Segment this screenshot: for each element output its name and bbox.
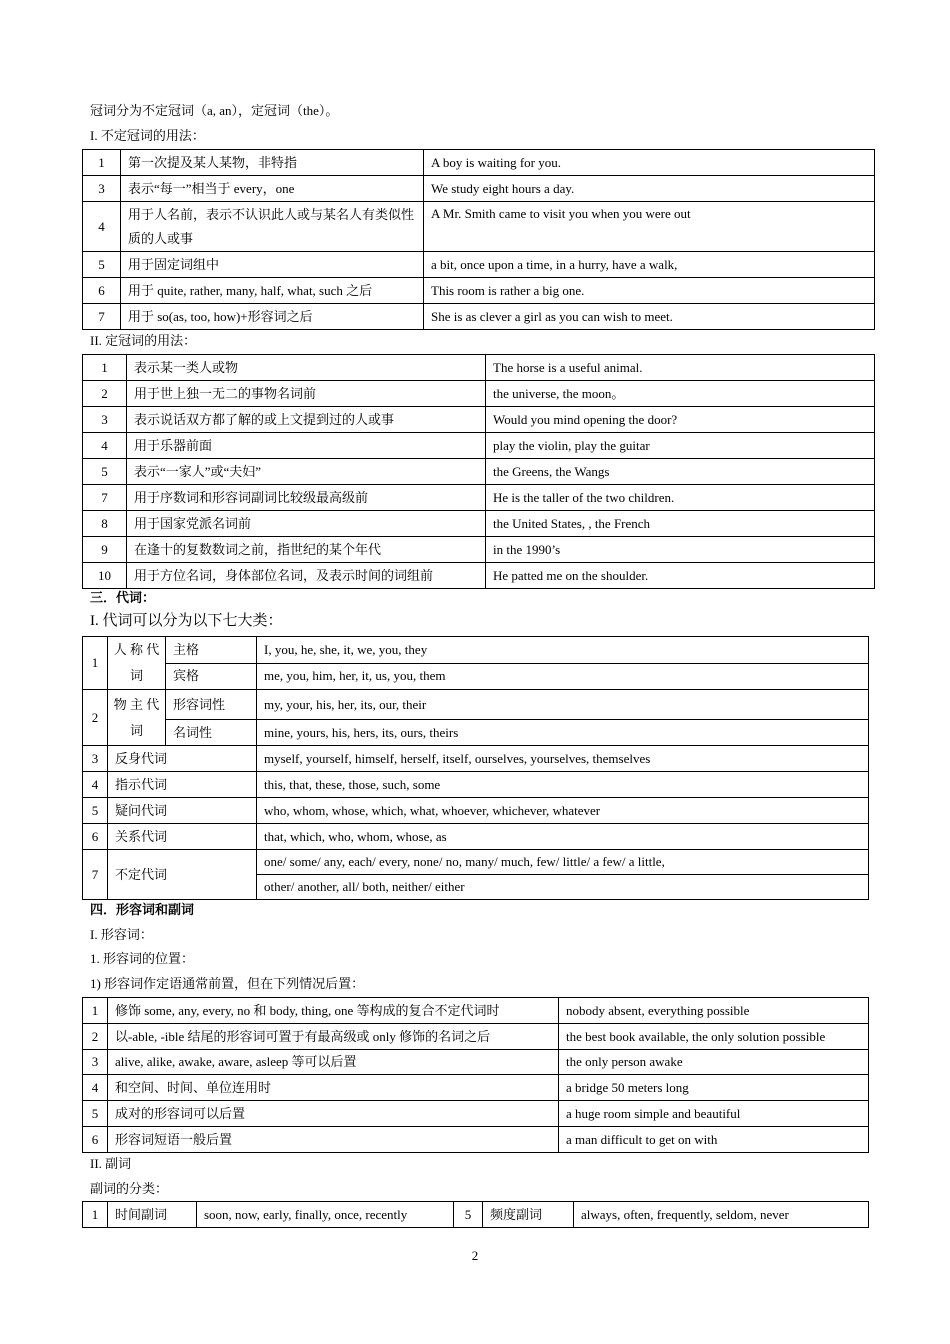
adjective-postposition-note: 1) 形容词作定语通常前置，但在下列情况后置：	[90, 976, 365, 991]
row-number: 3	[83, 1050, 108, 1075]
example-cell: that, which, who, whom, whose, as	[257, 824, 869, 850]
usage-cell: 用于 quite, rather, many, half, what, such 之后	[121, 278, 424, 304]
table-row	[83, 381, 875, 407]
adjective-table	[82, 997, 869, 1153]
row-number: 1	[83, 637, 108, 690]
definite-article-table	[82, 354, 875, 589]
adverb-type: 频度副词	[483, 1202, 574, 1228]
usage-cell: 表示某一类人或物	[127, 355, 486, 381]
row-number: 3	[83, 407, 127, 433]
category-relative: 关系代词	[108, 824, 257, 850]
row-number: 4	[83, 433, 127, 459]
example-cell: this, that, these, those, such, some	[257, 772, 869, 798]
table-row	[83, 355, 875, 381]
usage-cell: 在逢十的复数数词之前，指世纪的某个年代	[127, 537, 486, 563]
row-number: 9	[83, 537, 127, 563]
pronoun-heading: 三．代词：	[90, 590, 156, 605]
example-cell: a bridge 50 meters long	[559, 1075, 869, 1101]
row-number: 1	[83, 998, 108, 1024]
example-cell: a man difficult to get on with	[559, 1127, 869, 1153]
table-row	[83, 563, 875, 589]
example-cell: other/ another, all/ both, neither/ either	[257, 875, 869, 900]
table-row	[83, 150, 875, 176]
usage-cell: alive, alike, awake, aware, asleep 等可以后置	[108, 1050, 559, 1075]
example-cell: A boy is waiting for you.	[424, 150, 875, 176]
example-cell: He is the taller of the two children.	[486, 485, 875, 511]
row-number: 4	[83, 1075, 108, 1101]
row-number: 1	[83, 1202, 108, 1228]
row-number: 3	[83, 176, 121, 202]
table-row	[83, 1127, 869, 1153]
row-number: 4	[83, 772, 108, 798]
example-cell: myself, yourself, himself, herself, itself, ourselves, yourselves, themselves	[257, 746, 869, 772]
usage-cell: 成对的形容词可以后置	[108, 1101, 559, 1127]
table-row	[83, 485, 875, 511]
example-cell: soon, now, early, finally, once, recently	[197, 1202, 454, 1228]
example-cell: The horse is a useful animal.	[486, 355, 875, 381]
usage-cell: 形容词短语一般后置	[108, 1127, 559, 1153]
example-cell: the only person awake	[559, 1050, 869, 1075]
category-reflexive: 反身代词	[108, 746, 257, 772]
row-number: 5	[83, 798, 108, 824]
category-interrogative: 疑问代词	[108, 798, 257, 824]
row-number: 1	[83, 355, 127, 381]
example-cell: Would you mind opening the door?	[486, 407, 875, 433]
usage-cell: 用于固定词组中	[121, 252, 424, 278]
usage-cell: 表示“一家人”或“夫妇”	[127, 459, 486, 485]
table-row	[83, 998, 869, 1024]
case-label: 宾格	[166, 663, 257, 690]
example-cell: mine, yours, his, hers, its, ours, theirs	[257, 720, 869, 746]
case-label: 形容词性	[166, 690, 257, 720]
row-number: 5	[83, 252, 121, 278]
example-cell: always, often, frequently, seldom, never	[574, 1202, 869, 1228]
table-row	[83, 407, 875, 433]
example-cell: the United States, , the French	[486, 511, 875, 537]
row-number: 6	[83, 824, 108, 850]
table-row	[83, 433, 875, 459]
example-cell: a bit, once upon a time, in a hurry, have a walk,	[424, 252, 875, 278]
example-cell: play the violin, play the guitar	[486, 433, 875, 459]
indefinite-article-table	[82, 149, 875, 330]
pronoun-subheading: I. 代词可以分为以下七大类：	[90, 613, 283, 629]
category-indefinite: 不定代词	[108, 850, 257, 900]
table-row	[83, 1050, 869, 1075]
case-label: 名词性	[166, 720, 257, 746]
usage-cell: 和空间、时间、单位连用时	[108, 1075, 559, 1101]
example-cell: He patted me on the shoulder.	[486, 563, 875, 589]
example-cell: nobody absent, everything possible	[559, 998, 869, 1024]
table-row	[83, 537, 875, 563]
row-number: 5	[83, 1101, 108, 1127]
usage-cell: 用于 so(as, too, how)+形容词之后	[121, 304, 424, 330]
usage-cell: 表示说话双方都了解的或上文提到过的人或事	[127, 407, 486, 433]
category-demonstrative: 指示代词	[108, 772, 257, 798]
table-row	[83, 304, 875, 330]
example-cell: She is as clever a girl as you can wish to meet.	[424, 304, 875, 330]
example-cell: This room is rather a big one.	[424, 278, 875, 304]
row-number: 7	[83, 304, 121, 330]
example-cell: my, your, his, her, its, our, their	[257, 690, 869, 720]
row-number: 7	[83, 485, 127, 511]
case-label: 主格	[166, 637, 257, 664]
table-row	[83, 1101, 869, 1127]
example-cell: the universe, the moon。	[486, 381, 875, 407]
intro-text: 冠词分为不定冠词（a, an），定冠词（the）。	[90, 103, 339, 118]
category-personal: 人 称 代词	[108, 637, 166, 690]
row-number: 3	[83, 746, 108, 772]
example-cell: I, you, he, she, it, we, you, they	[257, 637, 869, 664]
table-row	[83, 1024, 869, 1050]
pronoun-table	[82, 636, 869, 900]
row-number: 7	[83, 850, 108, 900]
usage-cell: 以-able, -ible 结尾的形容词可置于有最高级或 only 修饰的名词之后	[108, 1024, 559, 1050]
usage-cell: 用于国家党派名词前	[127, 511, 486, 537]
adverb-type: 时间副词	[108, 1202, 197, 1228]
table-row	[83, 278, 875, 304]
usage-cell: 用于人名前，表示不认识此人或与某名人有类似性质的人或事	[121, 202, 424, 252]
row-number: 5	[83, 459, 127, 485]
usage-cell: 用于序数词和形容词副词比较级最高级前	[127, 485, 486, 511]
usage-cell: 第一次提及某人某物，非特指	[121, 150, 424, 176]
example-cell: one/ some/ any, each/ every, none/ no, many/ much, few/ little/ a few/ a little,	[257, 850, 869, 875]
example-cell: the best book available, the only solution possible	[559, 1024, 869, 1050]
row-number: 2	[83, 690, 108, 746]
category-possessive: 物 主 代词	[108, 690, 166, 746]
usage-cell: 修饰 some, any, every, no 和 body, thing, one 等构成的复合不定代词时	[108, 998, 559, 1024]
usage-cell: 用于乐器前面	[127, 433, 486, 459]
table-row	[83, 252, 875, 278]
adverb-classification: 副词的分类：	[90, 1181, 169, 1196]
row-number: 5	[454, 1202, 483, 1228]
page-number: 2	[471, 1248, 479, 1263]
adverb-subheading: II. 副词	[90, 1156, 132, 1171]
row-number: 6	[83, 1127, 108, 1153]
table-row	[83, 202, 875, 252]
example-cell: me, you, him, her, it, us, you, them	[257, 663, 869, 690]
adjective-heading: 四．形容词和副词	[90, 902, 195, 917]
row-number: 2	[83, 1024, 108, 1050]
table-row	[83, 511, 875, 537]
example-cell: who, whom, whose, which, what, whoever, whichever, whatever	[257, 798, 869, 824]
section-title-definite: II. 定冠词的用法：	[90, 333, 197, 348]
section-title-indefinite: I. 不定冠词的用法：	[90, 128, 205, 143]
table-row	[83, 176, 875, 202]
example-cell: a huge room simple and beautiful	[559, 1101, 869, 1127]
example-cell: A Mr. Smith came to visit you when you were out	[424, 202, 875, 252]
row-number: 1	[83, 150, 121, 176]
usage-cell: 用于世上独一无二的事物名词前	[127, 381, 486, 407]
row-number: 4	[83, 202, 121, 252]
row-number: 6	[83, 278, 121, 304]
example-cell: the Greens, the Wangs	[486, 459, 875, 485]
usage-cell: 用于方位名词，身体部位名词，及表示时间的词组前	[127, 563, 486, 589]
adverb-table	[82, 1201, 869, 1228]
example-cell: We study eight hours a day.	[424, 176, 875, 202]
row-number: 10	[83, 563, 127, 589]
adjective-position: 1. 形容词的位置：	[90, 951, 195, 966]
usage-cell: 表示“每一”相当于 every，one	[121, 176, 424, 202]
row-number: 2	[83, 381, 127, 407]
table-row	[83, 459, 875, 485]
row-number: 8	[83, 511, 127, 537]
example-cell: in the 1990’s	[486, 537, 875, 563]
adjective-subheading: I. 形容词：	[90, 927, 153, 942]
table-row	[83, 1075, 869, 1101]
